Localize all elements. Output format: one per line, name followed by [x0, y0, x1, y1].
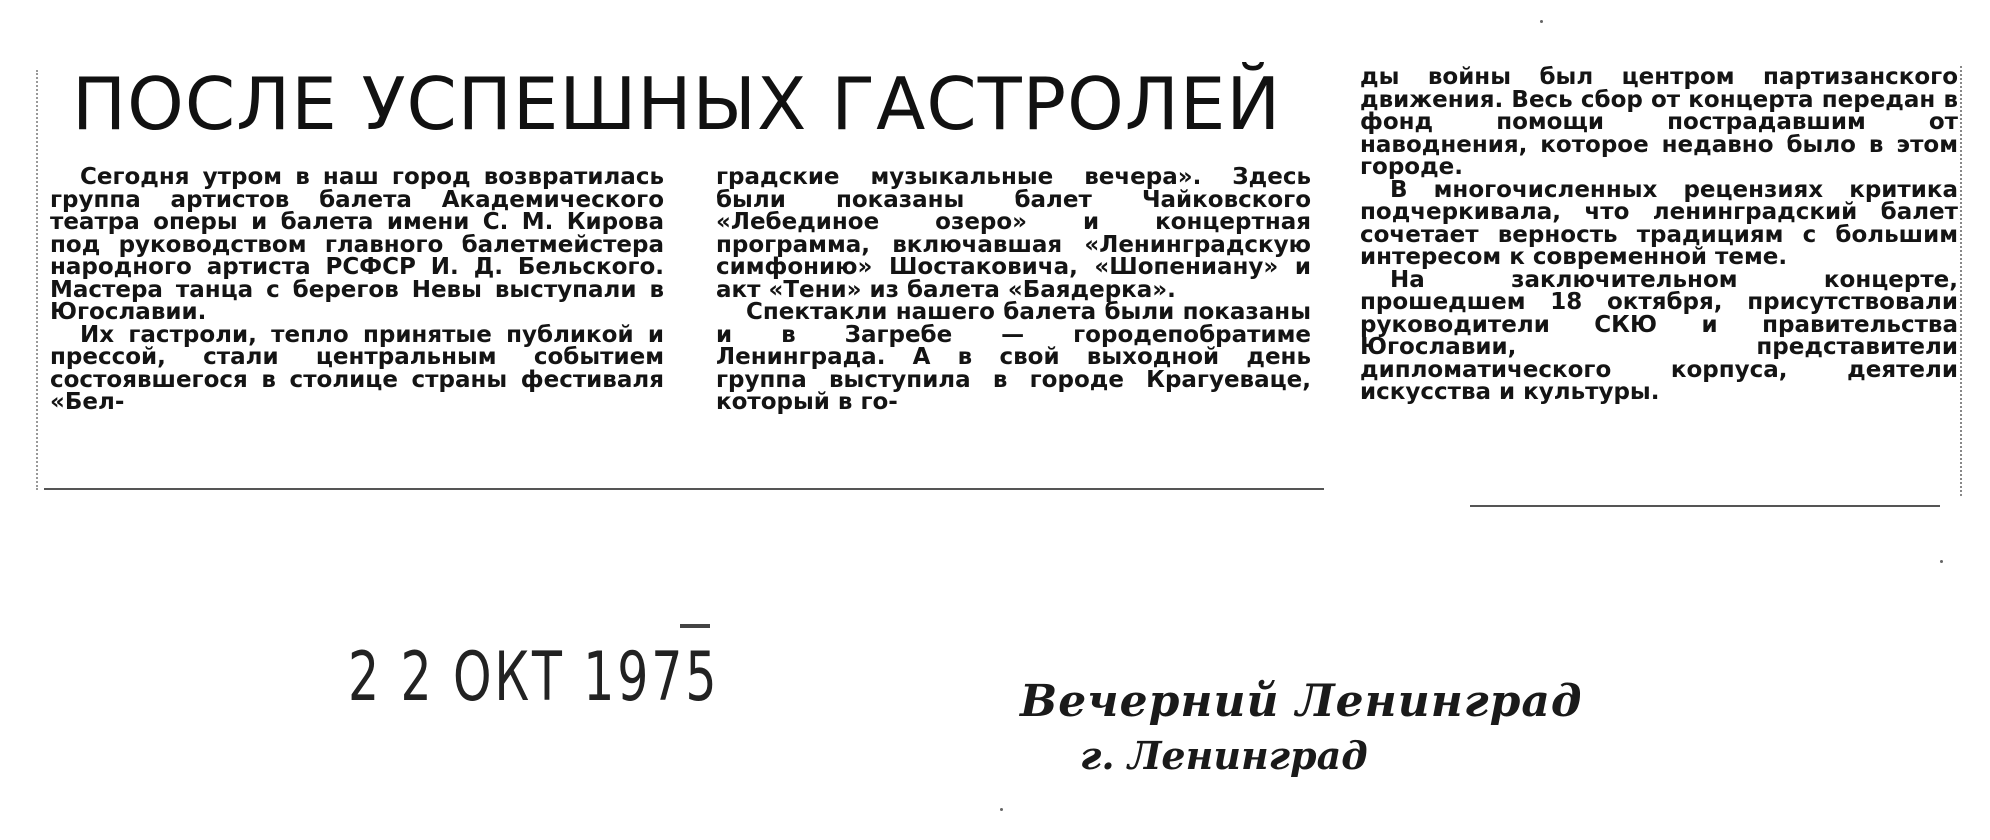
left-margin-rule [36, 70, 38, 490]
source-stamp-newspaper: Вечерний Ленинград [1020, 676, 1583, 727]
paragraph: На заключительном концерте, прошедшем 18 октября, присутствовали руководители СКЮ и правительства Югославии, представители дипломатического корпуса, деятели искусства и культуры. [1360, 266, 1958, 405]
paragraph: градские музыкальные вечера». Здесь были показаны балет Чайковского «Лебединое озеро» и концертная программа, включавшая «Ленинградскую симфонию» Шостаковича, «Шопениану» и акт «Тени» из балета «Баядерка». [716, 164, 1311, 303]
right-margin-rule [1960, 66, 1962, 496]
paragraph: Их гастроли, тепло принятые публикой и прессой, стали центральным событием состоявшегося в столице страны фестиваля «Бел- [50, 321, 664, 415]
clipping-bottom-rule-right [1470, 505, 1940, 507]
date-stamp: 2 2 ОКТ 1975 [348, 638, 720, 717]
print-speck [1540, 20, 1543, 23]
print-speck [1000, 808, 1003, 811]
paragraph: В многочисленных рецензиях критика подчеркивала, что ленинградский балет сочетает верность традициям с большим интересом к современной теме. [1360, 176, 1958, 270]
article-column-1 [50, 166, 664, 414]
source-stamp-city: г. Ленинград [1080, 733, 1368, 778]
clipping-bottom-rule [44, 488, 1324, 490]
article-headline: ПОСЛЕ УСПЕШНЫХ ГАСТРОЛЕЙ [72, 62, 1282, 146]
paragraph: ды войны был центром партизанского движения. Весь сбор от концерта передан в фонд помощи пострадавшим от наводнения, которое недавно было в этом городе. [1360, 64, 1958, 180]
print-speck [1940, 560, 1943, 563]
article-column-3 [1360, 66, 1958, 404]
paragraph: Сегодня утром в наш город возвратилась группа артистов балета Академического театра оперы и балета имени С. М. Кирова под руководством главного балетмейстера народного артиста РСФСР И. Д. Бельского. Мастера танца с берегов Невы выступали в Югославии. [50, 164, 664, 325]
source-stamp [1020, 676, 1582, 778]
paragraph: Спектакли нашего балета были показаны и в Загребе — городепобратиме Ленинграда. А в свой выходной день группа выступила в городе Крагуеваце, который в го- [716, 299, 1311, 415]
date-stamp-mark [680, 624, 710, 628]
article-column-2 [716, 166, 1311, 414]
